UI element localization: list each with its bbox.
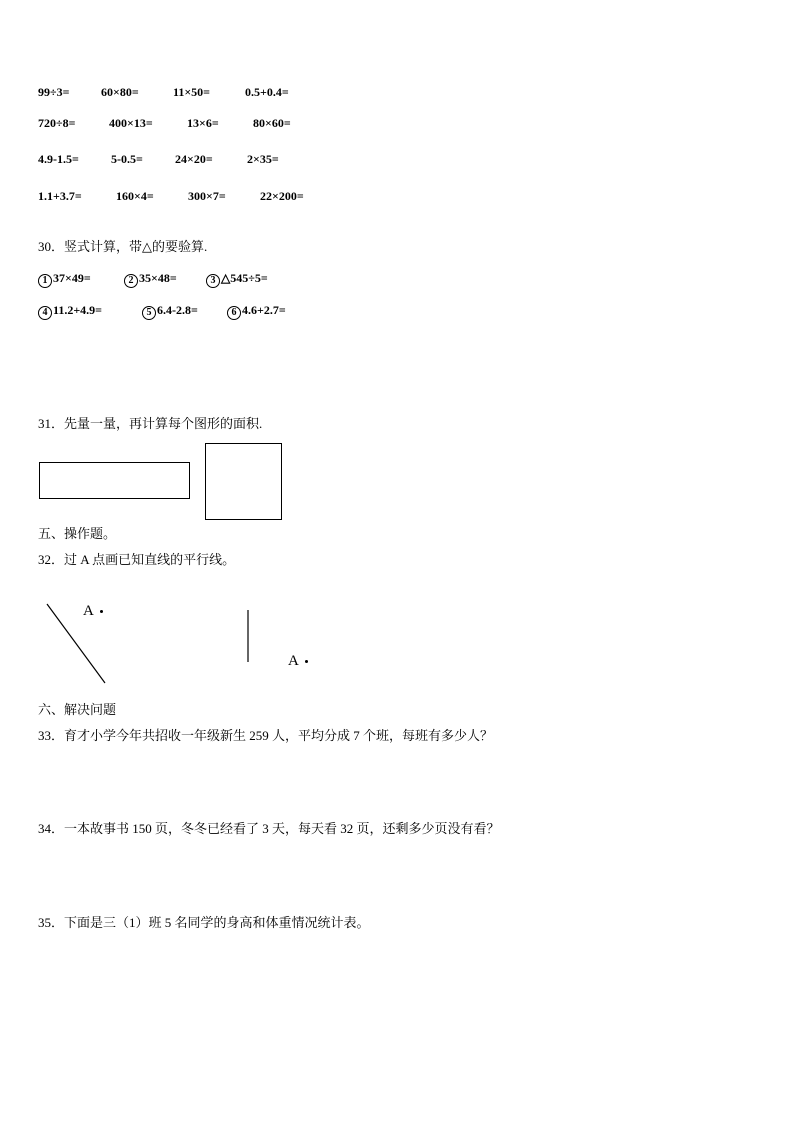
section-5-heading: 五、操作题。 (38, 526, 117, 541)
calc-r1-c1: 99÷3= (38, 85, 70, 99)
calc-r2-c1: 720÷8= (38, 116, 76, 130)
q30-expr: 11.2+4.9= (53, 303, 103, 317)
q33-text: 33．育才小学今年共招收一年级新生 259 人，平均分成 7 个班，每班有多少人？ (38, 728, 494, 743)
q30-expr: 4.6+2.7= (242, 303, 286, 317)
circled-number: 3 (206, 274, 220, 288)
q30-title: 30．竖式计算，带△的要验算. (38, 239, 208, 254)
q30-expr: 37×49= (53, 271, 91, 285)
calc-r3-c2: 5-0.5= (111, 152, 143, 166)
calc-r4-c3: 300×7= (188, 189, 226, 203)
circled-number: 1 (38, 274, 52, 288)
point-a-dot-2 (305, 660, 308, 663)
circled-number: 4 (38, 306, 52, 320)
q30-expr: 35×48= (139, 271, 177, 285)
calc-r3-c4: 2×35= (247, 152, 279, 166)
calc-r1-c3: 11×50= (173, 85, 211, 99)
calc-r1-c4: 0.5+0.4= (245, 85, 289, 99)
slanted-line (47, 604, 105, 683)
point-a-label-1: A (83, 603, 94, 619)
q31-title: 31．先量一量，再计算每个图形的面积. (38, 416, 263, 431)
point-a-label-2: A (288, 653, 299, 669)
circled-number: 5 (142, 306, 156, 320)
calc-r2-c2: 400×13= (109, 116, 153, 130)
calc-r3-c3: 24×20= (175, 152, 213, 166)
calc-r4-c2: 160×4= (116, 189, 154, 203)
calc-r1-c2: 60×80= (101, 85, 139, 99)
point-a-dot-1 (100, 610, 103, 613)
q32-title: 32．过 A 点画已知直线的平行线。 (38, 552, 236, 567)
section-6-heading: 六、解决问题 (38, 702, 117, 717)
calc-r3-c1: 4.9-1.5= (38, 152, 79, 166)
circled-number: 2 (124, 274, 138, 288)
q30-expr: △545÷5= (221, 271, 268, 285)
q35-text: 35．下面是三（1）班 5 名同学的身高和体重情况统计表。 (38, 915, 370, 930)
calc-r2-c3: 13×6= (187, 116, 219, 130)
calc-r4-c1: 1.1+3.7= (38, 189, 82, 203)
calc-r4-c4: 22×200= (260, 189, 304, 203)
q30-expr: 6.4-2.8= (157, 303, 198, 317)
q34-text: 34．一本故事书 150 页，冬冬已经看了 3 天，每天看 32 页，还剩多少页没有看？ (38, 821, 500, 836)
circled-number: 6 (227, 306, 241, 320)
calc-r2-c4: 80×60= (253, 116, 291, 130)
